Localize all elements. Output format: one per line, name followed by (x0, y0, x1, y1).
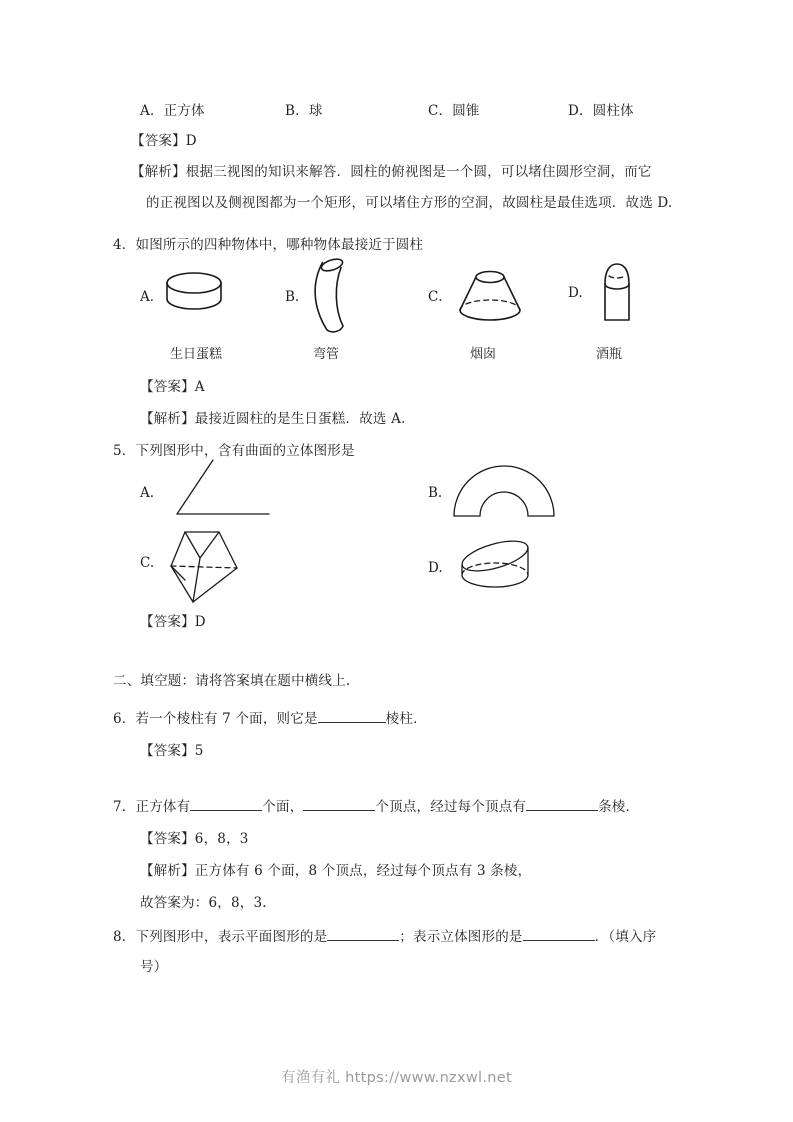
figure-angle (163, 460, 271, 522)
q4-option-label-b: B． (285, 289, 309, 305)
q3-analysis-line-1: 【解析】根据三视图的知识来解答．圆柱的俯视图是一个圆，可以堵住圆形空洞，而它 (131, 164, 652, 180)
q7-blank-2[interactable] (303, 810, 375, 811)
q3-option-b: B．球 (285, 103, 323, 119)
q4-caption-b: 弯管 (313, 347, 340, 362)
q8-stem-p3: ．（填入序 (594, 929, 657, 945)
q4-stem: 4．如图所示的四种物体中，哪种物体最接近于圆柱 (113, 237, 424, 253)
q6-answer: 【答案】5 (140, 743, 204, 759)
q5-option-label-c: C. (140, 555, 155, 571)
q4-caption-c: 烟囱 (470, 347, 497, 362)
q6-stem-before: 6．若一个棱柱有 7 个面，则它是 (113, 711, 318, 727)
q5-answer: 【答案】D (140, 614, 206, 630)
q8-stem-p1: 8．下列图形中，表示平面图形的是 (113, 929, 328, 945)
q8-stem-p2: ；表示立体图形的是 (399, 929, 523, 945)
q3-analysis-line-2: 的正视图以及侧视图都为一个矩形，可以堵住方形的空洞，故圆柱是最佳选项．故选 D. (146, 195, 673, 211)
q7-stem-p3: 个顶点，经过每个顶点有 (375, 799, 527, 815)
q8-blank-1[interactable] (327, 940, 399, 941)
q4-caption-a: 生日蛋糕 (170, 347, 223, 362)
q7-stem-p4: 条棱． (598, 799, 640, 815)
q3-option-d: D．圆柱体 (568, 103, 634, 119)
q7-stem-p2: 个面， (262, 799, 304, 815)
figure-chimney-frustum (455, 267, 525, 323)
q6-blank[interactable] (318, 722, 386, 723)
q8-stem-line-2: 号） (140, 959, 168, 975)
q8-blank-2[interactable] (523, 940, 595, 941)
q7-stem-p1: 7．正方体有 (113, 799, 191, 815)
figure-polyhedron (163, 528, 245, 606)
q4-caption-d: 酒瓶 (596, 347, 623, 362)
figure-oblique-cut-cylinder (452, 536, 538, 594)
q7-blank-1[interactable] (190, 810, 262, 811)
q8-stem (113, 928, 656, 946)
q4-option-label-c: C． (428, 289, 452, 305)
q7-answer: 【答案】6，8，3 (140, 831, 249, 847)
q6-stem-after: 棱柱． (385, 711, 427, 727)
figure-wine-bottle (596, 262, 638, 324)
figure-bent-pipe (310, 258, 360, 334)
q4-option-label-d: D. (568, 285, 583, 301)
q7-analysis: 【解析】正方体有 6 个面，8 个顶点，经过每个顶点有 3 条棱， (140, 863, 532, 879)
q5-option-label-a: A. (140, 485, 155, 501)
q7-stem (113, 798, 639, 816)
q4-option-label-a: A． (140, 289, 164, 305)
q3-answer: 【答案】D (131, 133, 197, 149)
q5-stem: 5．下列图形中，含有曲面的立体图形是 (113, 443, 355, 459)
section-2-heading: 二、填空题：请将答案填在题中横线上. (113, 673, 351, 689)
q3-option-a: A．正方体 (140, 103, 205, 119)
q5-option-label-b: B. (428, 485, 443, 501)
footer-watermark: 有渔有礼 https://www.nzxwl.net (281, 1070, 512, 1086)
q7-blank-3[interactable] (526, 810, 598, 811)
q3-option-c: C．圆锥 (428, 103, 480, 119)
figure-birthday-cake (163, 270, 225, 316)
q4-analysis: 【解析】最接近圆柱的是生日蛋糕．故选 A. (140, 411, 406, 427)
figure-semicircular-arch (452, 462, 556, 520)
q4-answer: 【答案】A (140, 379, 205, 395)
q5-option-label-d: D. (428, 560, 443, 576)
q7-analysis-2: 故答案为：6，8，3. (140, 895, 267, 911)
q6-stem (113, 710, 427, 728)
